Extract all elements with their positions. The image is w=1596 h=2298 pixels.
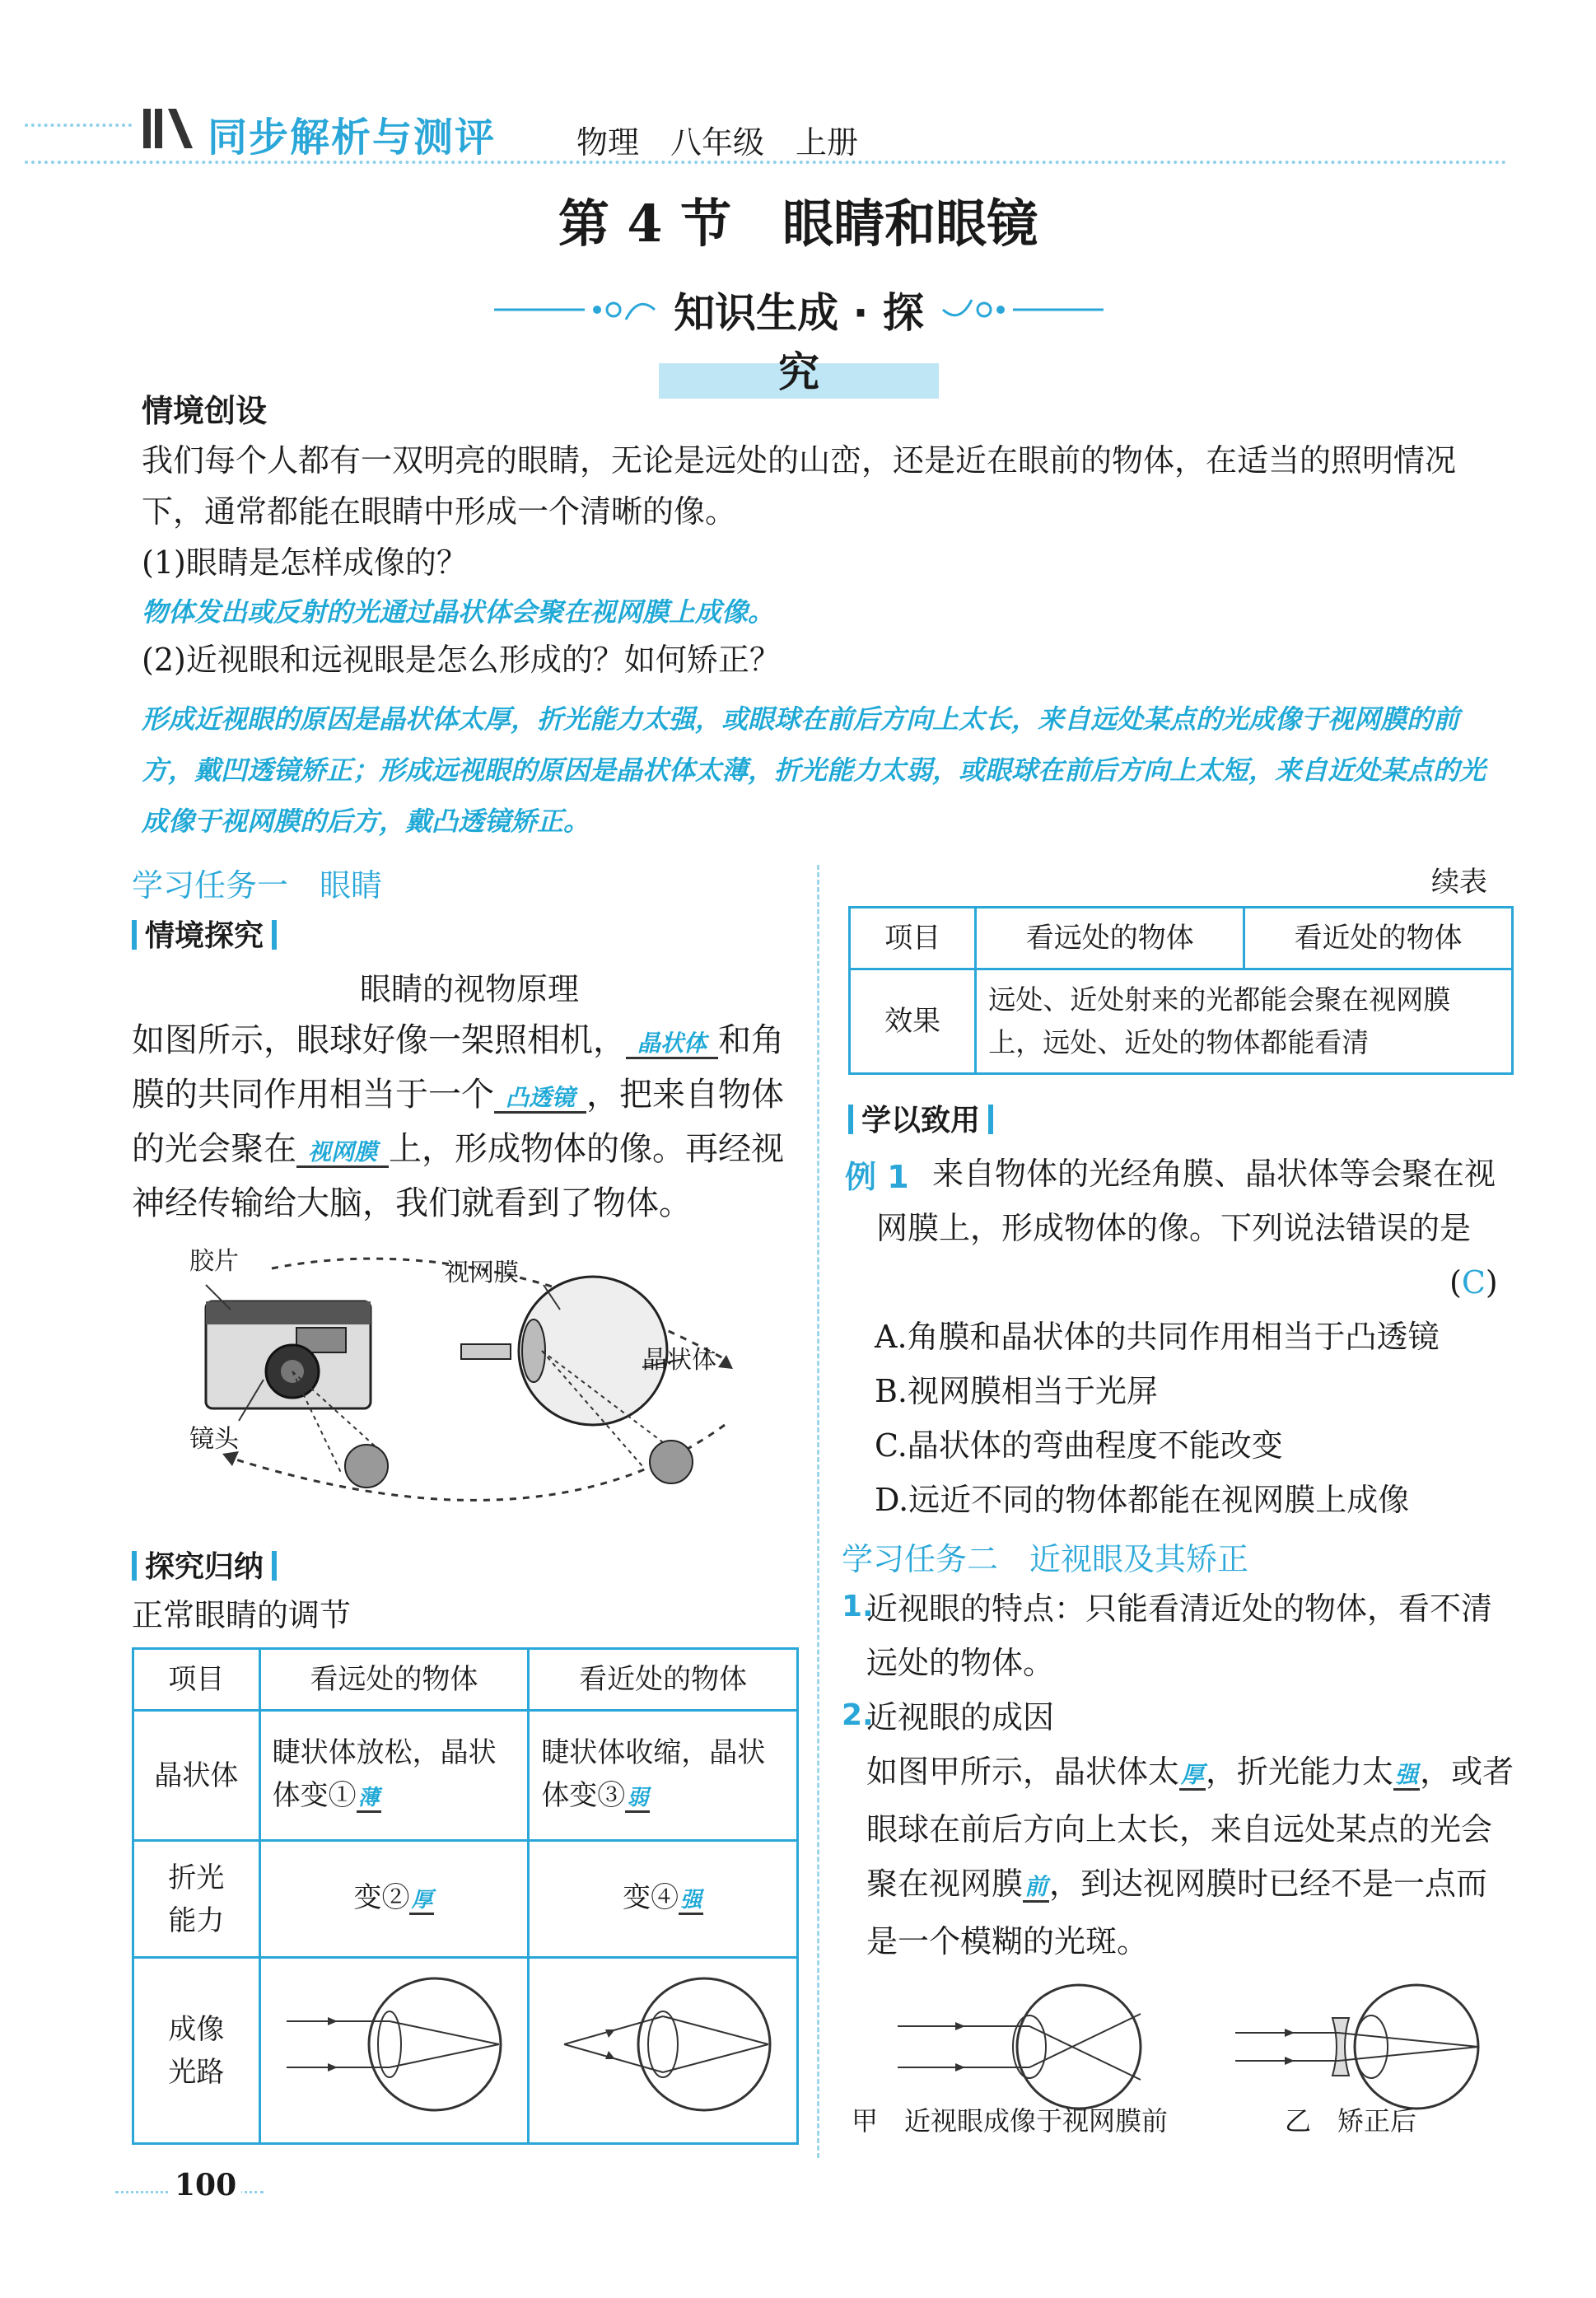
blank-front: 前 xyxy=(1023,1873,1049,1903)
section-title: 第 4 节 眼睛和眼镜 xyxy=(558,194,1038,254)
tag-summary-label: 探究归纳 xyxy=(145,1550,264,1584)
header-dotline-top xyxy=(25,124,132,127)
cell-far-path xyxy=(259,1958,529,2144)
example-question: 来自物体的光经角膜、晶状体等会聚在视网膜上，形成物体的像。下列说法错误的是 xyxy=(876,1156,1496,1246)
cell-near-power xyxy=(529,1841,798,1958)
label-retina: 视网膜 xyxy=(445,1259,519,1287)
blank-retina: 视网膜 xyxy=(296,1138,389,1168)
ans-1: 薄 xyxy=(357,1786,381,1813)
th-far: 看远处的物体 xyxy=(259,1649,529,1711)
item2-num: 2. xyxy=(842,1698,874,1732)
th-item: 项目 xyxy=(133,1649,260,1711)
camera-eye-figure xyxy=(132,1235,807,1532)
cont-th-near: 看近处的物体 xyxy=(1244,908,1513,969)
tag-situation-explore-label: 情境探究 xyxy=(145,919,264,953)
tag-situation-explore xyxy=(132,913,277,955)
answer-2: 形成近视眼的原因是晶状体太厚，折光能力太强，或眼球在前后方向上太长，来自远处某点的光成像于视网膜的前方，戴凹透镜矫正；形成远视眼的原因是晶状体太薄，折光能力太弱，或眼球在前后方向上太短，来自近处某点的光成像于视网膜的后方，戴凸透镜矫正。 xyxy=(142,703,1486,837)
cont-table-caption: 续表 xyxy=(1431,866,1487,899)
blank-crystalline: 晶状体 xyxy=(626,1030,718,1059)
cont-th-item: 项目 xyxy=(850,908,976,969)
banner-ornament-left-icon xyxy=(494,295,659,325)
option-d: D.远近不同的物体都能在视网膜上成像 xyxy=(875,1482,1410,1518)
continued-table xyxy=(848,906,1514,1075)
tag-apply xyxy=(848,1097,993,1139)
m-b: ，折光能力太 xyxy=(1206,1754,1394,1790)
series-title: 同步解析与测评 xyxy=(208,114,497,161)
task1-heading: 学习任务一 眼睛 xyxy=(132,867,383,904)
column-divider xyxy=(817,865,819,2158)
tag-apply-label: 学以致用 xyxy=(861,1104,981,1137)
table-header-row xyxy=(133,1649,798,1711)
table-row xyxy=(133,1841,798,1958)
option-c: C.晶状体的弯曲程度不能改变 xyxy=(875,1427,1283,1464)
p-d: 上，形成物体的像。再经视神经传输给大脑，我们就看到了物体。 xyxy=(132,1130,785,1222)
task1-paragraph xyxy=(132,1015,807,1229)
caption-myopia: 甲 近视眼成像于视网膜前 xyxy=(852,2105,1169,2137)
p-c: ，把来自物体的光会聚在 xyxy=(132,1076,785,1168)
blank-thick: 厚 xyxy=(1179,1761,1206,1791)
banner xyxy=(494,277,1104,396)
example-answer: (C) xyxy=(1449,1264,1498,1301)
answer-letter: C xyxy=(1461,1264,1486,1301)
task2-heading: 学习任务二 近视眼及其矫正 xyxy=(842,1541,1249,1577)
label-film: 胶片 xyxy=(189,1247,239,1276)
option-a: A.角膜和晶状体的共同作用相当于凸透镜 xyxy=(875,1319,1440,1355)
option-b: B.视网膜相当于光屏 xyxy=(875,1373,1159,1409)
cont-effect: 远处、近处射来的光都能会聚在视网膜上，远处、近处的物体都能看清 xyxy=(976,969,1513,1074)
cell-far-lens xyxy=(259,1711,529,1841)
example-label: 例 1 xyxy=(845,1159,909,1195)
label-camera-lens: 镜头 xyxy=(189,1425,239,1454)
situation-text: 我们每个人都有一双明亮的眼睛，无论是远处的山峦，还是近在眼前的物体，在适当的照明情况下，通常都能在眼睛中形成一个清晰的像。 xyxy=(142,442,1457,530)
th-near: 看近处的物体 xyxy=(529,1649,798,1711)
tag-summary xyxy=(132,1544,277,1586)
m-d: ，到达视网膜时已经不是一点而是一个模糊的光斑。 xyxy=(866,1866,1488,1959)
corrected-diagram-icon xyxy=(1235,1977,1499,2117)
question-2: (2)近视眼和远视眼是怎么形成的？如何矫正？ xyxy=(142,642,781,678)
answer-1: 物体发出或反射的光通过晶状体会聚在视网膜上成像。 xyxy=(142,596,775,628)
cell-far-lens-text: 睫状体放松，晶状体变① xyxy=(272,1736,497,1812)
series-logo-icon xyxy=(142,105,199,152)
apple-2-icon xyxy=(650,1441,693,1483)
myopia-paragraph xyxy=(866,1745,1517,1969)
m-a: 如图甲所示，晶状体太 xyxy=(866,1754,1180,1790)
myopia-diagram-icon xyxy=(898,1977,1161,2117)
situation-heading: 情境创设 xyxy=(142,393,268,429)
near-ray-diagram-icon xyxy=(548,1970,778,2118)
banner-ornament-right-icon xyxy=(939,295,1104,325)
normal-eye-table xyxy=(132,1647,799,2145)
blank-strong: 强 xyxy=(1393,1761,1420,1791)
question-1: (1)眼睛是怎样成像的？ xyxy=(142,544,468,581)
p-b: 和角膜的共同作用相当于一个 xyxy=(132,1021,785,1114)
table-row xyxy=(850,969,1513,1074)
cell-near-power-text: 变④ xyxy=(623,1881,679,1914)
cell-near-lens xyxy=(529,1711,798,1841)
cont-header-row xyxy=(850,908,1513,969)
item1-num: 1. xyxy=(842,1590,874,1623)
page-number: 100 xyxy=(170,2168,241,2202)
row-label-path: 成像光路 xyxy=(133,1958,260,2144)
cell-near-path xyxy=(529,1958,798,2144)
p-a: 如图所示，眼球好像一架照相机， xyxy=(132,1021,626,1059)
m-c: ，或者眼球在前后方向上太长，来自远处某点的光会聚在视网膜 xyxy=(866,1754,1514,1902)
caption-corrected: 乙 矫正后 xyxy=(1285,2105,1417,2137)
item1-text: 近视眼的特点：只能看清近处的物体，看不清远处的物体。 xyxy=(866,1590,1493,1681)
cont-th-far: 看远处的物体 xyxy=(976,908,1244,969)
table-row xyxy=(133,1958,798,2144)
task1-subtitle: 眼睛的视物原理 xyxy=(359,971,579,1007)
cell-far-power xyxy=(259,1841,529,1958)
cell-far-power-text: 变② xyxy=(353,1881,410,1914)
far-ray-diagram-icon xyxy=(278,1970,509,2118)
ans-3: 弱 xyxy=(625,1786,650,1813)
ans-2: 厚 xyxy=(409,1888,434,1915)
table-row xyxy=(133,1711,798,1841)
item2-text: 近视眼的成因 xyxy=(866,1699,1055,1735)
subject-line: 物理 八年级 上册 xyxy=(576,124,859,161)
row-label-power: 折光能力 xyxy=(133,1841,260,1958)
cell-near-lens-text: 睫状体收缩，晶状体变③ xyxy=(541,1736,766,1812)
banner-text: 知识生成 · 探究 xyxy=(659,280,939,399)
ans-4: 强 xyxy=(679,1888,703,1915)
apple-1-icon xyxy=(345,1445,388,1488)
row-label-lens: 晶状体 xyxy=(133,1711,260,1841)
summary-subtitle: 正常眼睛的调节 xyxy=(132,1597,352,1633)
blank-convex: 凸透镜 xyxy=(494,1084,586,1114)
cont-row-label: 效果 xyxy=(850,969,976,1074)
label-crystalline: 晶状体 xyxy=(642,1346,716,1375)
